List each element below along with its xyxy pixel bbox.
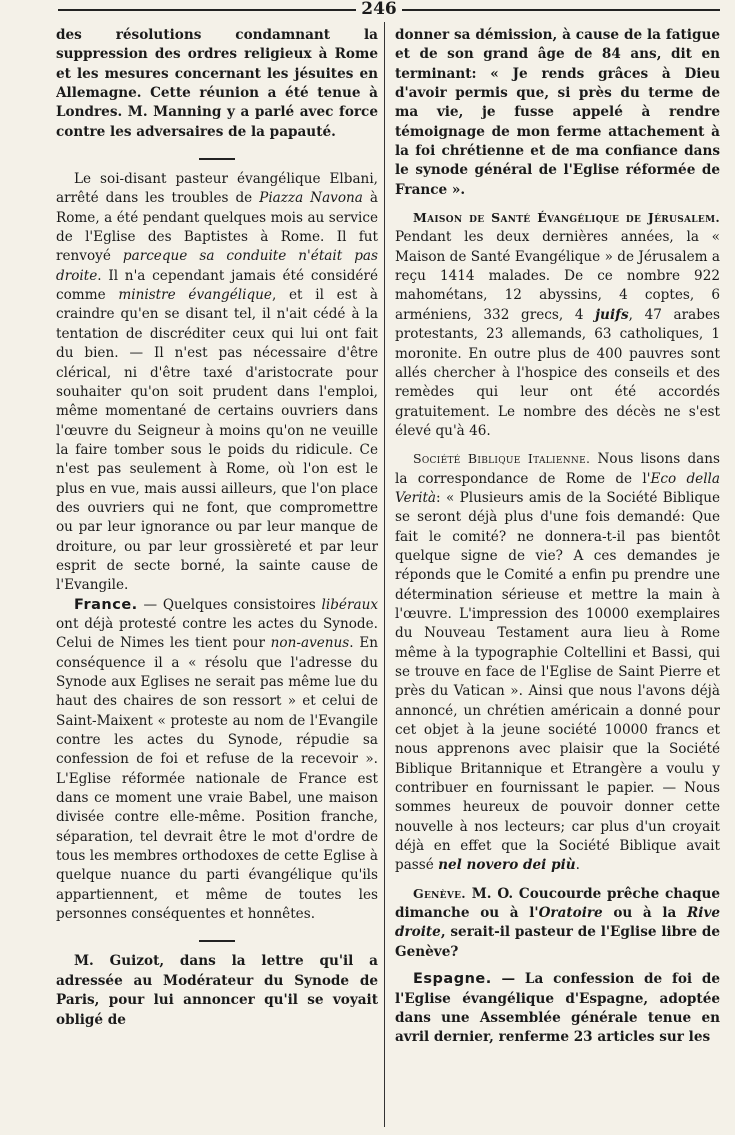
paragraph-espagne: Espagne. — La confession de foi de l'Eglise évangélique d'Espagne, adoptée dans une Assemblée générale tenue en avril dernier, renferme 23 articles sur les bbox=[395, 971, 720, 1046]
paragraph-guizot-continued: donner sa démission, à cause de la fatigue et de son grand âge de 84 ans, dit en terminant: « Je rends grâces à Dieu d'avoir permis que, si près du terme de ma vie, je fusse appelé à rendre témoignage de mon ferme attachement à la foi chrétienne et de ma confiance dans le synode général de l'Eglise réformée de France ». bbox=[395, 27, 720, 198]
column-divider bbox=[384, 22, 385, 1127]
paragraph-maison-sante: Maison de Santé Évangélique de Jérusalem. Pendant les deux dernières années, la « Maison de Santé Evangélique » de Jérusalem a reçu 1414 malades. De ce nombre 922 mahométans, 12 abyssins, 4 coptes, 6 arméniens, 332 grecs, 4 juifs, 47 arabes protestants, 23 allemands, 63 catholiques, 1 moronite. En outre plus de 400 pauvres sont allés chercher à l'hospice des conseils et des remèdes qui leur ont été accordés gratuitement. Le nombre des décès ne s'est élevé qu'à 46. bbox=[395, 210, 720, 439]
heading-societe-biblique: Société Biblique Italienne. bbox=[413, 451, 591, 467]
right-column bbox=[395, 26, 720, 1126]
page-header bbox=[0, 0, 735, 18]
heading-maison-sante: Maison de Santé Évangélique de Jérusalem. bbox=[413, 210, 720, 226]
heading-espagne: Espagne. bbox=[413, 971, 492, 988]
paragraph-guizot: M. Guizot, dans la lettre qu'il a adressée au Modérateur du Synode de Paris, pour lui annoncer qu'il se voyait obligé de bbox=[56, 953, 378, 1028]
paragraph-societe-biblique: Société Biblique Italienne. Nous lisons dans la correspondance de Rome de l'Eco della Verità: « Plusieurs amis de la Société Biblique se seront déjà plus d'une fois demandé: Que fait le comité? ne donnera-t-il pas bientôt quelque signe de vie? A ces demandes je réponds que le Comité a enfin pu prendre une détermination sérieuse et mettre la main à l'œuvre. L'impression des 10000 exemplaires du Nouveau Testament aura lieu à Rome même à la typographie Coltellini et Bassi, qui se trouve en face de l'Eglise de Saint Pierre et près du Vatican ». Ainsi que nous l'avons déjà annoncé, un chrétien américain a donné pour cet objet à la jeune société 10000 francs et nous apprenons avec plaisir que la Société Biblique Britannique et Etrangère a voulu y contribuer en fournissant le papier. — Nous sommes heureux de pouvoir donner cette nouvelle à nos lecteurs; car plus d'un croyait déjà en effet que la Société Biblique avait passé nel novero dei più. bbox=[395, 451, 720, 874]
paragraph-geneve: Genève. M. O. Coucourde prêche chaque dimanche ou à l'Oratoire ou à la Rive droite, serait-il pasteur de l'Eglise libre de Genève? bbox=[395, 885, 720, 960]
header-rule-left bbox=[58, 9, 356, 11]
section-separator bbox=[56, 935, 378, 945]
heading-geneve: Genève. bbox=[413, 885, 466, 901]
left-column bbox=[56, 26, 378, 1126]
section-separator bbox=[56, 153, 378, 163]
header-rule-right bbox=[402, 9, 720, 11]
paragraph-france: France. — Quelques consistoires libéraux ont déjà protesté contre les actes du Synode. Celui de Nimes les tient pour non-avenus. En conséquence il a « résolu que l'adresse du Synode aux Eglises ne serait pas même lue du haut des chaires de son ressort » et celui de Saint-Maixent « proteste au nom de l'Evangile contre les actes du Synode, répudie sa confession de foi et refuse de la recevoir ». L'Eglise réformée nationale de France est dans ce moment une vraie Babel, une maison divisée contre elle-même. Position franche, séparation, tel devrait être le mot d'ordre de tous les membres orthodoxes de cette Eglise à quelque nuance du parti évangélique qu'ils appartiennent, et même de toutes les personnes conséquentes et honnêtes. bbox=[56, 596, 378, 923]
paragraph-manning: des résolutions condamnant la suppression des ordres religieux à Rome et les mesures concernant les jésuites en Allemagne. Cette réunion a été tenue à Londres. M. Manning y a parlé avec force contre les adversaires de la papauté. bbox=[56, 27, 378, 140]
page-number: 246 bbox=[361, 0, 397, 19]
paragraph-elbani: Le soi-disant pasteur évangélique Elbani, arrêté dans les troubles de Piazza Navona à Rome, a été pendant quelques mois au service de l'Eglise des Baptistes à Rome. Il fut renvoyé parceque sa conduite n'était pas droite. Il n'a cependant jamais été considéré comme ministre évangélique, et il est à craindre qu'en se disant tel, il n'ait cédé à la tentation de discréditer ceux qui lui ont fait du bien. — Il n'est pas nécessaire d'être clérical, ni d'être taxé d'aristocrate pour souhaiter qu'on soit prudent dans l'emploi, même momentané de certains ouvriers dans l'œuvre du Seigneur à moins qu'on ne veuille la faire tomber sous le poids du ridicule. Ce n'est pas seulement à Rome, où l'on est le plus en vue, mais aussi ailleurs, que l'on place des ouvriers qui ne font, que compromettre ou par leur ignorance ou par leur manque de droiture, ou par leur grossièreté et par leur esprit de secte borné, la sainte cause de l'Evangile. bbox=[56, 171, 378, 594]
heading-france: France. bbox=[74, 596, 138, 613]
